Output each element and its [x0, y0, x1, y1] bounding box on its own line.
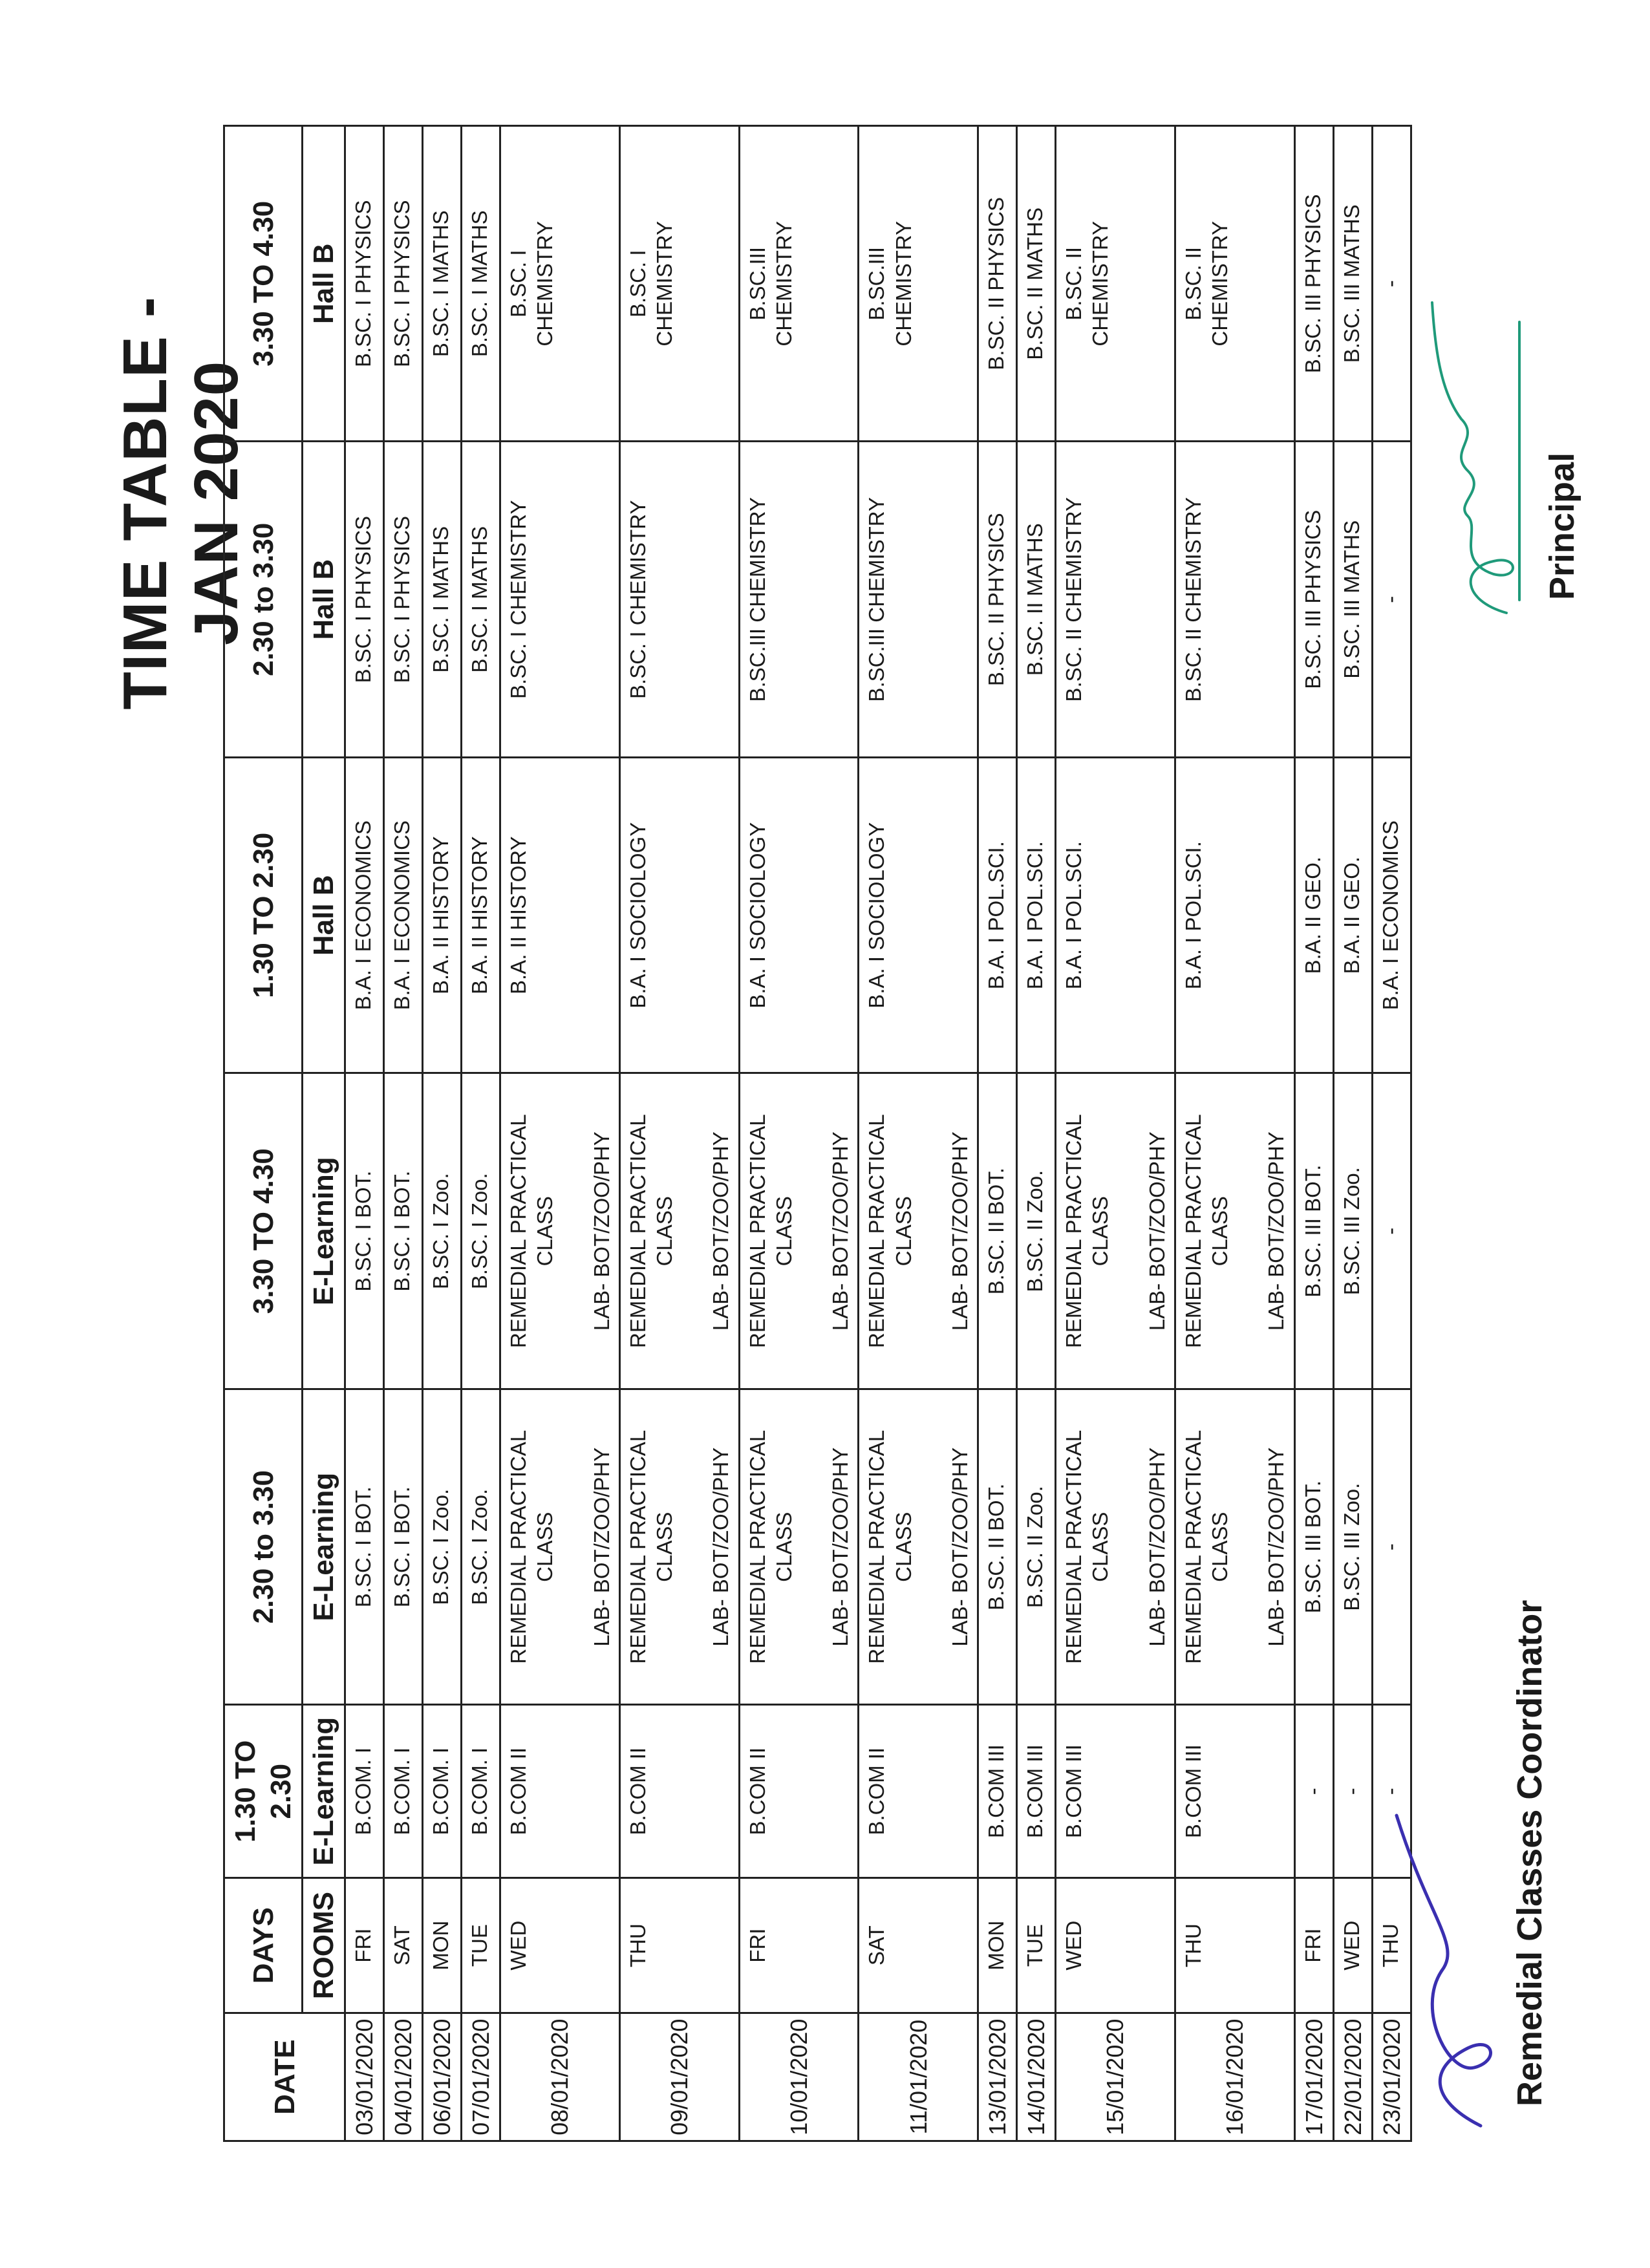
cell-line: CHEMISTRY: [1088, 220, 1113, 347]
cell-line: REMEDIAL PRACTICAL: [625, 1114, 650, 1349]
cell-line: REMEDIAL PRACTICAL: [506, 1429, 530, 1664]
cell-day: FRI: [1294, 1878, 1333, 2013]
cell-line: REMEDIAL PRACTICAL: [506, 1114, 530, 1349]
cell-course: [739, 126, 859, 442]
cell-date: 11/01/2020: [859, 2013, 978, 2141]
header-date: DATE: [224, 2013, 345, 2141]
cell-course: B.SC. II BOT.: [978, 1073, 1017, 1389]
page-title: TIME TABLE - JAN 2020: [111, 296, 251, 710]
cell-line: REMEDIAL PRACTICAL: [864, 1114, 889, 1349]
cell-day: THU: [1175, 1878, 1294, 2013]
cell-line: LAB- BOT/ZOO/PHY: [1264, 1131, 1289, 1331]
cell-course: [859, 126, 978, 442]
cell-line: CLASS: [1088, 1512, 1113, 1582]
cell-line: B.SC. I: [506, 250, 530, 318]
cell-course: B.A. I ECONOMICS: [384, 757, 423, 1073]
cell-course: B.SC. II PHYSICS: [978, 126, 1017, 442]
cell-course: B.A. I POL.SCI.: [978, 757, 1017, 1073]
cell-line: LAB- BOT/ZOO/PHY: [1144, 1131, 1169, 1331]
cell-course: B.COM. I: [462, 1705, 500, 1878]
cell-course: [1175, 1073, 1294, 1389]
cell-course: -: [1372, 1389, 1411, 1704]
cell-line: B.SC. I: [625, 250, 650, 318]
cell-course: [1056, 1389, 1175, 1704]
cell-course: -: [1294, 1705, 1333, 1878]
cell-course: B.A. I ECONOMICS: [345, 757, 384, 1073]
cell-course: [859, 1389, 978, 1704]
cell-line: REMEDIAL PRACTICAL: [1062, 1114, 1086, 1349]
cell-day: WED: [500, 1878, 620, 2013]
cell-day: THU: [1372, 1878, 1411, 2013]
cell-course: B.A. II HISTORY: [462, 757, 500, 1073]
cell-course: B.SC. II Zoo.: [1017, 1073, 1056, 1389]
cell-course: B.COM II: [739, 1705, 859, 1878]
header-room: E-Learning: [303, 1389, 345, 1704]
cell-line: CHEMISTRY: [533, 220, 557, 347]
cell-course: [859, 1073, 978, 1389]
principal-label: Principal: [1543, 452, 1581, 600]
cell-date: 03/01/2020: [345, 2013, 384, 2141]
principal-signature: [1422, 290, 1539, 626]
cell-course: B.SC. I BOT.: [345, 1073, 384, 1389]
cell-day: FRI: [739, 1878, 859, 2013]
cell-line: CLASS: [1088, 1196, 1113, 1267]
cell-course: B.SC. I Zoo.: [462, 1389, 500, 1704]
table-row: [978, 126, 1017, 2141]
cell-line: LAB- BOT/ZOO/PHY: [1264, 1447, 1289, 1647]
cell-line: CHEMISTRY: [652, 220, 676, 347]
cell-line: CHEMISTRY: [1208, 220, 1232, 347]
cell-course: B.A. I POL.SCI.: [1175, 757, 1294, 1073]
cell-date: 08/01/2020: [500, 2013, 620, 2141]
cell-course: B.SC. II BOT.: [978, 1389, 1017, 1704]
cell-course: B.SC. III BOT.: [1294, 1073, 1333, 1389]
cell-course: B.SC. I MATHS: [423, 126, 462, 442]
table-row: [1333, 126, 1372, 2141]
cell-course: B.SC. I BOT.: [345, 1389, 384, 1704]
header-time-slot: 1.30 TO 2.30: [224, 757, 303, 1073]
cell-date: 13/01/2020: [978, 2013, 1017, 2141]
cell-day: SAT: [859, 1878, 978, 2013]
cell-course: B.A. I POL.SCI.: [1056, 757, 1175, 1073]
cell-course: B.COM. I: [423, 1705, 462, 1878]
table-row: [859, 126, 978, 2141]
header-time-slot: 2.30 to 3.30: [224, 442, 303, 757]
header-time-slot: 3.30 TO 4.30: [224, 126, 303, 442]
cell-course: B.A. I SOCIOLOGY: [739, 757, 859, 1073]
cell-course: B.SC. II CHEMISTRY: [1175, 442, 1294, 757]
cell-line: LAB- BOT/ZOO/PHY: [709, 1131, 733, 1331]
header-room: Hall B: [303, 126, 345, 442]
cell-course: B.SC. III PHYSICS: [1294, 126, 1333, 442]
timetable: [223, 125, 1412, 2142]
cell-line: LAB- BOT/ZOO/PHY: [589, 1447, 614, 1647]
cell-date: 23/01/2020: [1372, 2013, 1411, 2141]
cell-course: [500, 126, 620, 442]
cell-course: B.SC. III PHYSICS: [1294, 442, 1333, 757]
header-row-times: [224, 126, 303, 2141]
cell-line: CLASS: [891, 1196, 916, 1267]
cell-line: CLASS: [1208, 1512, 1232, 1582]
cell-line: REMEDIAL PRACTICAL: [625, 1429, 650, 1664]
cell-course: [500, 1073, 620, 1389]
cell-course: [619, 126, 739, 442]
cell-course: [1175, 126, 1294, 442]
cell-course: -: [1372, 1705, 1411, 1878]
cell-course: -: [1372, 1073, 1411, 1389]
cell-course: [739, 1073, 859, 1389]
table-header: [224, 126, 345, 2141]
cell-course: B.SC. III MATHS: [1333, 442, 1372, 757]
cell-course: B.SC. I Zoo.: [423, 1389, 462, 1704]
cell-date: 09/01/2020: [619, 2013, 739, 2141]
cell-date: 17/01/2020: [1294, 2013, 1333, 2141]
cell-course: B.SC. III Zoo.: [1333, 1073, 1372, 1389]
cell-line: LAB- BOT/ZOO/PHY: [1144, 1447, 1169, 1647]
cell-course: B.A. II GEO.: [1333, 757, 1372, 1073]
cell-course: B.SC. I CHEMISTRY: [500, 442, 620, 757]
cell-line: LAB- BOT/ZOO/PHY: [947, 1131, 972, 1331]
cell-course: B.SC. I MATHS: [462, 442, 500, 757]
cell-course: B.A. II HISTORY: [423, 757, 462, 1073]
cell-course: B.SC. I BOT.: [384, 1073, 423, 1389]
cell-date: 22/01/2020: [1333, 2013, 1372, 2141]
cell-line: B.SC. II: [1062, 246, 1086, 321]
cell-course: B.A. I SOCIOLOGY: [619, 757, 739, 1073]
header-row-rooms: [303, 126, 345, 2141]
cell-course: B.A. I POL.SCI.: [1017, 757, 1056, 1073]
table-row: [423, 126, 462, 2141]
cell-course: B.SC. I PHYSICS: [345, 442, 384, 757]
cell-course: B.SC. II MATHS: [1017, 126, 1056, 442]
cell-line: CHEMISTRY: [771, 220, 796, 347]
header-time-slot: 2.30 to 3.30: [224, 1389, 303, 1704]
cell-course: B.SC. III BOT.: [1294, 1389, 1333, 1704]
cell-course: B.A. II HISTORY: [500, 757, 620, 1073]
cell-line: CLASS: [533, 1512, 557, 1582]
cell-line: LAB- BOT/ZOO/PHY: [828, 1131, 852, 1331]
cell-course: [1056, 126, 1175, 442]
cell-day: THU: [619, 1878, 739, 2013]
cell-course: B.COM II: [500, 1705, 620, 1878]
cell-date: 14/01/2020: [1017, 2013, 1056, 2141]
cell-line: CLASS: [1208, 1196, 1232, 1267]
cell-line: CLASS: [652, 1512, 676, 1582]
cell-day: WED: [1056, 1878, 1175, 2013]
cell-day: TUE: [462, 1878, 500, 2013]
cell-course: B.SC.III CHEMISTRY: [859, 442, 978, 757]
cell-course: B.COM III: [1017, 1705, 1056, 1878]
cell-course: B.SC. I PHYSICS: [384, 442, 423, 757]
cell-line: REMEDIAL PRACTICAL: [864, 1429, 889, 1664]
table-row: [619, 126, 739, 2141]
cell-course: B.SC. I PHYSICS: [345, 126, 384, 442]
cell-course: B.SC. II PHYSICS: [978, 442, 1017, 757]
cell-course: B.SC. I MATHS: [423, 442, 462, 757]
cell-course: B.SC. I Zoo.: [462, 1073, 500, 1389]
cell-day: WED: [1333, 1878, 1372, 2013]
cell-course: B.SC. I Zoo.: [423, 1073, 462, 1389]
cell-date: 04/01/2020: [384, 2013, 423, 2141]
header-room: Hall B: [303, 757, 345, 1073]
cell-line: CLASS: [771, 1196, 796, 1267]
table-row: [345, 126, 384, 2141]
table-row: [1056, 126, 1175, 2141]
cell-line: B.SC. II: [1181, 246, 1205, 321]
cell-course: B.SC. III MATHS: [1333, 126, 1372, 442]
cell-course: B.A. I ECONOMICS: [1372, 757, 1411, 1073]
table-row: [1175, 126, 1294, 2141]
cell-course: -: [1372, 126, 1411, 442]
cell-line: REMEDIAL PRACTICAL: [745, 1114, 769, 1349]
cell-course: B.SC. I CHEMISTRY: [619, 442, 739, 757]
cell-line: LAB- BOT/ZOO/PHY: [709, 1447, 733, 1647]
cell-course: B.SC. II CHEMISTRY: [1056, 442, 1175, 757]
cell-line: CLASS: [771, 1512, 796, 1582]
cell-course: B.COM II: [859, 1705, 978, 1878]
cell-course: -: [1372, 442, 1411, 757]
cell-date: 10/01/2020: [739, 2013, 859, 2141]
cell-line: REMEDIAL PRACTICAL: [745, 1429, 769, 1664]
cell-course: B.COM III: [978, 1705, 1017, 1878]
header-rooms: ROOMS: [303, 1878, 345, 2013]
cell-line: CLASS: [891, 1512, 916, 1582]
cell-course: [500, 1389, 620, 1704]
cell-course: B.SC. II Zoo.: [1017, 1389, 1056, 1704]
cell-line: REMEDIAL PRACTICAL: [1062, 1429, 1086, 1664]
cell-line: REMEDIAL PRACTICAL: [1181, 1114, 1205, 1349]
cell-course: [1175, 1389, 1294, 1704]
cell-line: LAB- BOT/ZOO/PHY: [589, 1131, 614, 1331]
cell-line: LAB- BOT/ZOO/PHY: [828, 1447, 852, 1647]
cell-course: B.COM II: [619, 1705, 739, 1878]
cell-day: FRI: [345, 1878, 384, 2013]
cell-date: 07/01/2020: [462, 2013, 500, 2141]
cell-line: B.SC.III: [745, 246, 769, 321]
coordinator-signature: [1390, 1803, 1519, 2139]
cell-course: B.SC. III Zoo.: [1333, 1389, 1372, 1704]
cell-course: B.A. I SOCIOLOGY: [859, 757, 978, 1073]
cell-course: [1056, 1073, 1175, 1389]
table-row: [739, 126, 859, 2141]
cell-line: B.SC.III: [864, 246, 889, 321]
cell-day: MON: [423, 1878, 462, 2013]
table-row: [384, 126, 423, 2141]
header-time-slot: 3.30 TO 4.30: [224, 1073, 303, 1389]
cell-course: B.SC. I MATHS: [462, 126, 500, 442]
table-row: [1294, 126, 1333, 2141]
cell-course: [739, 1389, 859, 1704]
cell-course: B.SC. I PHYSICS: [384, 126, 423, 442]
cell-course: B.COM III: [1056, 1705, 1175, 1878]
cell-date: 15/01/2020: [1056, 2013, 1175, 2141]
cell-course: B.SC. I BOT.: [384, 1389, 423, 1704]
cell-course: B.SC.III CHEMISTRY: [739, 442, 859, 757]
cell-course: [619, 1389, 739, 1704]
header-days: DAYS: [224, 1878, 303, 2013]
cell-course: B.COM. I: [384, 1705, 423, 1878]
cell-line: LAB- BOT/ZOO/PHY: [947, 1447, 972, 1647]
cell-day: SAT: [384, 1878, 423, 2013]
cell-course: B.COM. I: [345, 1705, 384, 1878]
header-room: E-Learning: [303, 1705, 345, 1878]
cell-course: [619, 1073, 739, 1389]
table-row: [462, 126, 500, 2141]
cell-line: CLASS: [652, 1196, 676, 1267]
cell-date: 16/01/2020: [1175, 2013, 1294, 2141]
header-room: E-Learning: [303, 1073, 345, 1389]
cell-line: CLASS: [533, 1196, 557, 1267]
cell-course: B.A. II GEO.: [1294, 757, 1333, 1073]
cell-day: TUE: [1017, 1878, 1056, 2013]
cell-course: -: [1333, 1705, 1372, 1878]
cell-day: MON: [978, 1878, 1017, 2013]
table-body: [345, 126, 1411, 2141]
cell-line: REMEDIAL PRACTICAL: [1181, 1429, 1205, 1664]
cell-date: 06/01/2020: [423, 2013, 462, 2141]
cell-line: CHEMISTRY: [891, 220, 916, 347]
table-row: [1017, 126, 1056, 2141]
header-time-slot: 1.30 TO 2.30: [224, 1705, 303, 1878]
coordinator-label: Remedial Classes Coordinator: [1510, 1599, 1549, 2106]
cell-course: B.COM III: [1175, 1705, 1294, 1878]
cell-course: B.SC. II MATHS: [1017, 442, 1056, 757]
header-room: Hall B: [303, 442, 345, 757]
table-row: [500, 126, 620, 2141]
